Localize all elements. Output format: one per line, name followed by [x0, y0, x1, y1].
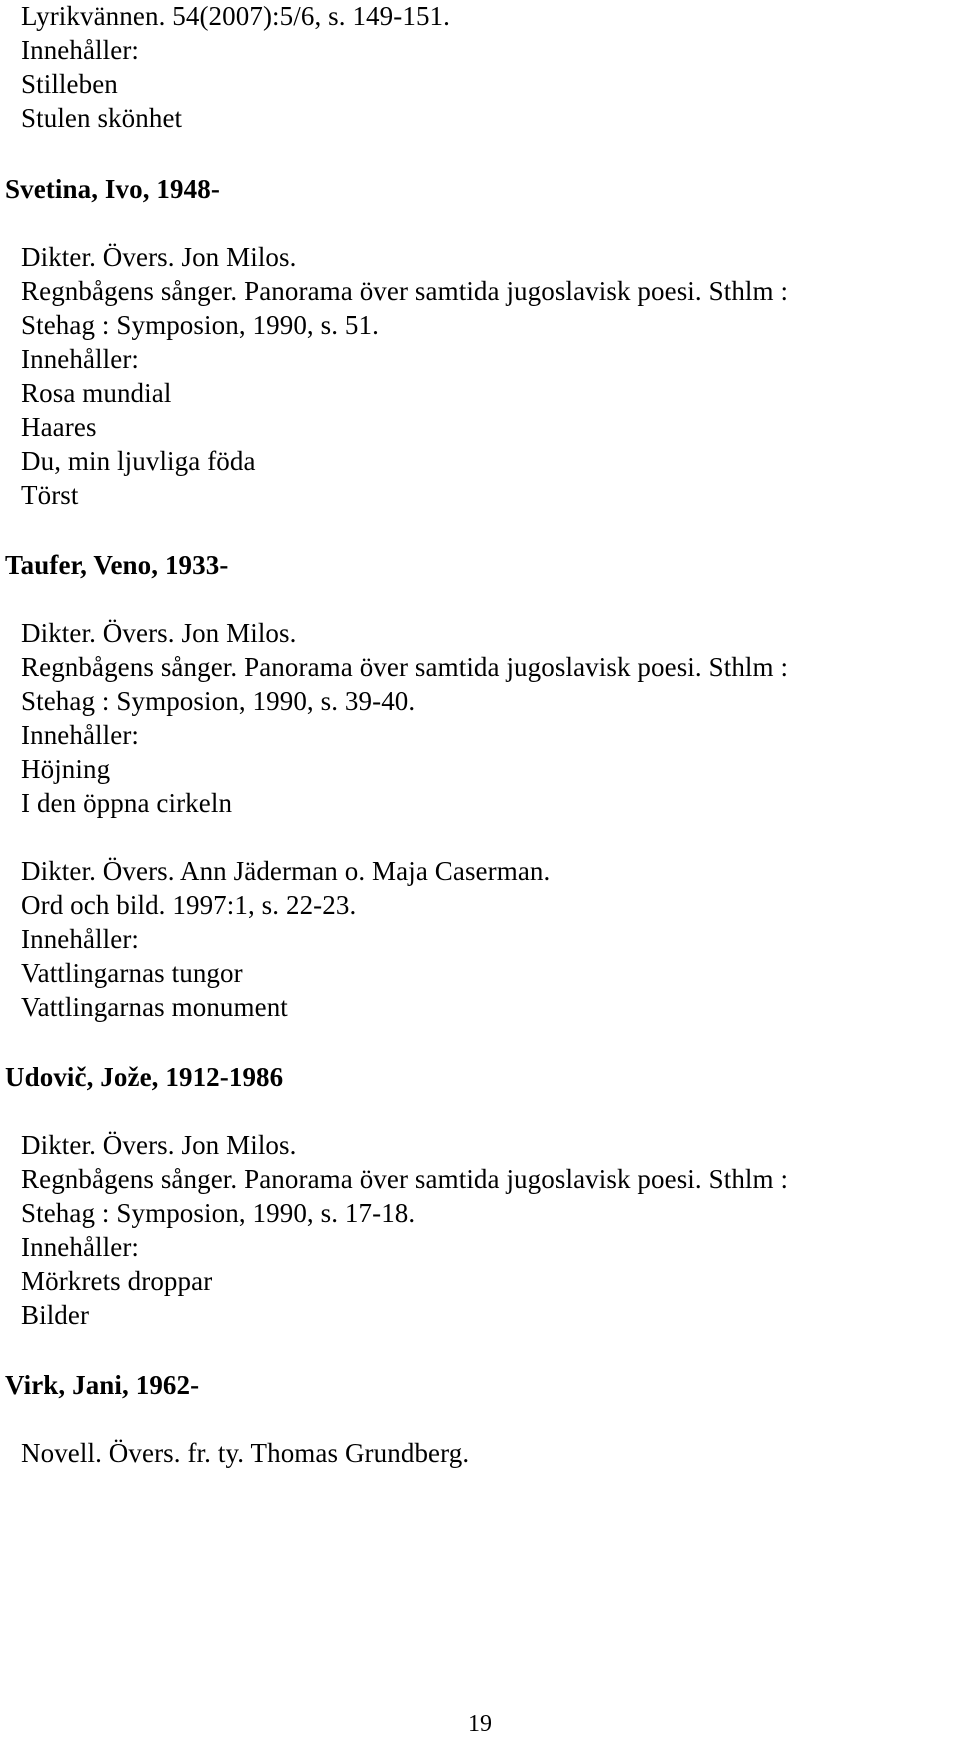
work-source: Stehag : Symposion, 1990, s. 51. [21, 310, 379, 340]
work-title: Dikter. Övers. Ann Jäderman o. Maja Caserman. [21, 856, 551, 886]
page-number: 19 [468, 1711, 492, 1737]
contents-item: Bilder [21, 1300, 90, 1330]
work-source: Regnbågens sånger. Panorama över samtida jugoslavisk poesi. Sthlm : [21, 1164, 789, 1194]
contents-label: Innehåller: [21, 344, 140, 374]
intro-item: Stulen skönhet [21, 103, 183, 133]
contents-item: Mörkrets droppar [21, 1266, 213, 1296]
intro-source: Lyrikvännen. 54(2007):5/6, s. 149-151. [21, 1, 450, 31]
contents-item: Vattlingarnas monument [21, 992, 288, 1022]
contents-label: Innehåller: [21, 924, 140, 954]
intro-contents-label: Innehåller: [21, 35, 140, 65]
intro-item: Stilleben [21, 69, 118, 99]
work-source: Stehag : Symposion, 1990, s. 17-18. [21, 1198, 416, 1228]
contents-item: Du, min ljuvliga föda [21, 446, 256, 476]
author-heading: Virk, Jani, 1962- [5, 1370, 200, 1400]
contents-item: Rosa mundial [21, 378, 172, 408]
work-source: Regnbågens sånger. Panorama över samtida jugoslavisk poesi. Sthlm : [21, 652, 789, 682]
contents-item: Törst [21, 480, 79, 510]
contents-item: I den öppna cirkeln [21, 788, 233, 818]
author-heading: Svetina, Ivo, 1948- [5, 174, 220, 204]
work-source: Regnbågens sånger. Panorama över samtida jugoslavisk poesi. Sthlm : [21, 276, 789, 306]
contents-label: Innehåller: [21, 1232, 140, 1262]
work-source: Ord och bild. 1997:1, s. 22-23. [21, 890, 357, 920]
contents-label: Innehåller: [21, 720, 140, 750]
work-title: Novell. Övers. fr. ty. Thomas Grundberg. [21, 1438, 470, 1468]
work-title: Dikter. Övers. Jon Milos. [21, 618, 297, 648]
contents-item: Vattlingarnas tungor [21, 958, 243, 988]
work-source: Stehag : Symposion, 1990, s. 39-40. [21, 686, 416, 716]
contents-item: Haares [21, 412, 97, 442]
author-heading: Udovič, Jože, 1912-1986 [5, 1062, 284, 1092]
contents-item: Höjning [21, 754, 111, 784]
author-heading: Taufer, Veno, 1933- [5, 550, 229, 580]
work-title: Dikter. Övers. Jon Milos. [21, 1130, 297, 1160]
work-title: Dikter. Övers. Jon Milos. [21, 242, 297, 272]
